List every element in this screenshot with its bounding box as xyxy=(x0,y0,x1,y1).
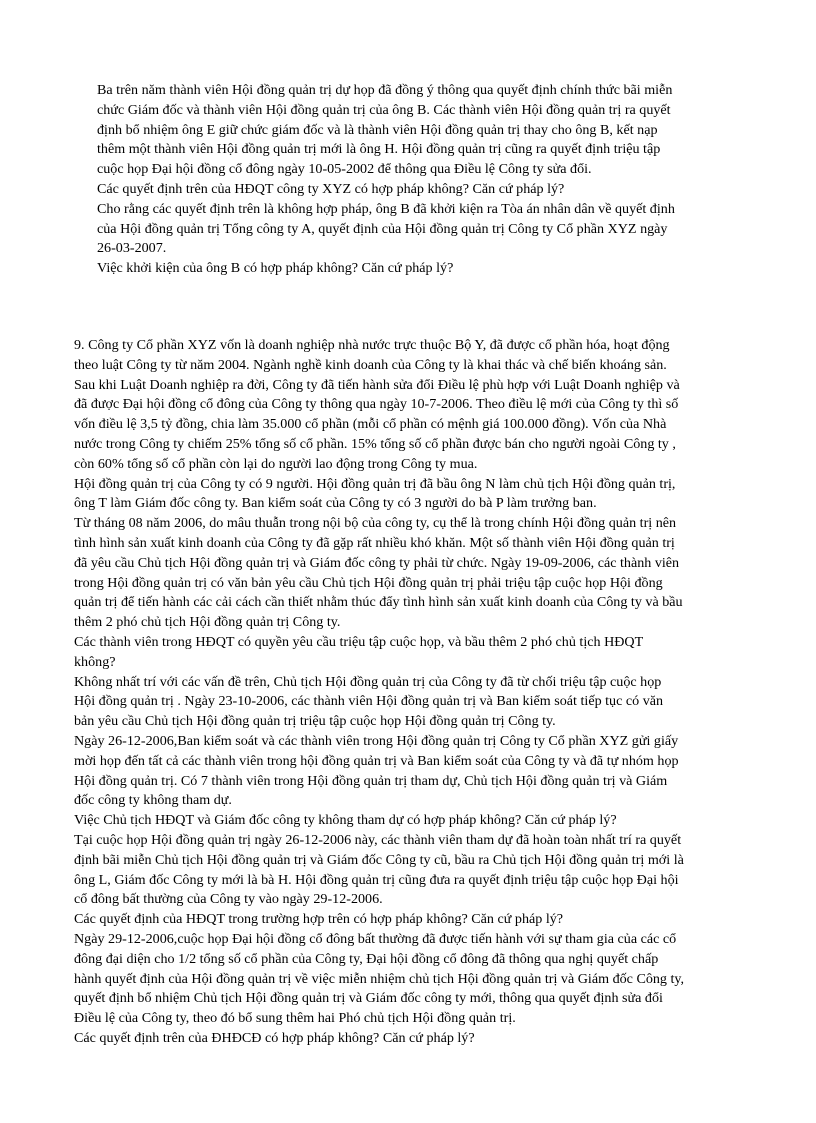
text-line: ông L, Giám đốc Công ty mới là bà H. Hội đồng quản trị cũng đưa ra quyết định triệu tập cuộc họp Đại hội xyxy=(74,871,679,888)
text-line: Hội đồng quản trị của Công ty có 9 người. Hội đồng quản trị đã bầu ông N làm chủ tịch Hội đồng quản trị, xyxy=(74,475,676,492)
text-line: Sau khi Luật Doanh nghiệp ra đời, Công ty đã tiến hành sửa đổi Điều lệ phù hợp với Luật Doanh nghiệp và xyxy=(74,376,680,393)
text-line: Ngày 29-12-2006,cuộc họp Đại hội đồng cổ đông bất thường đã được tiến hành với sự tham gia của các cổ xyxy=(74,930,677,947)
question-line: Các quyết định của HĐQT trong trường hợp trên có hợp pháp không? Căn cứ pháp lý? xyxy=(74,911,564,928)
text-line: vốn điều lệ 3,5 tỷ đồng, chia làm 35.000 cổ phần (mỗi cổ phần có mệnh giá 100.000 đồng). Vốn của Nhà xyxy=(74,416,667,433)
text-line: Tại cuộc họp Hội đồng quản trị ngày 26-12-2006 này, các thành viên tham dự đã hoàn toàn nhất trí ra quyết xyxy=(74,831,682,848)
text-line: Từ tháng 08 năm 2006, do mâu thuẫn trong nội bộ của công ty, cụ thể là trong chính Hội đồng quản trị nên xyxy=(74,515,677,532)
question-line: không? xyxy=(74,653,116,670)
text-line: 26-03-2007. xyxy=(97,240,167,257)
text-line: đốc công ty không tham dự. xyxy=(74,792,232,809)
question-line: Các quyết định trên của HĐQT công ty XYZ có hợp pháp không? Căn cứ pháp lý? xyxy=(97,180,565,197)
text-line: quyết định bổ nhiệm Chủ tịch Hội đồng quản trị và Giám đốc công ty mới, thông qua quyết định sửa đổi xyxy=(74,990,663,1007)
case-heading-line: 9. Công ty Cổ phần XYZ vốn là doanh nghiệp nhà nước trực thuộc Bộ Y, đã được cổ phần hóa, hoạt động xyxy=(74,337,670,353)
case-continuation-text xyxy=(97,81,787,279)
question-line: Việc Chủ tịch HĐQT và Giám đốc công ty không tham dự có hợp pháp không? Căn cứ pháp lý? xyxy=(74,812,617,829)
text-line: cuộc họp Đại hội đồng cổ đông ngày 10-05-2002 để thông qua Điều lệ Công ty sửa đổi. xyxy=(97,161,592,178)
text-line: đã được Đại hội đồng cổ đông của Công ty thông qua ngày 10-7-2006. Theo điều lệ mới của Công ty thì số xyxy=(74,396,679,413)
text-line: tình hình sản xuất kinh doanh của Công ty đã gặp rất nhiều khó khăn. Một số thành viên Hội đồng quản trị xyxy=(74,534,675,551)
text-line: bản yêu cầu Chủ tịch Hội đồng quản trị triệu tập cuộc họp Hội đồng quản trị Công ty. xyxy=(74,713,556,730)
text-line: Hội đồng quản trị. Có 7 thành viên trong Hội đồng quản trị tham dự, Chủ tịch Hội đồng quản trị và Giám xyxy=(74,772,668,789)
text-line: quản trị để tiến hành các cải cách cần thiết nhằm thúc đẩy tình hình sản xuất kinh doanh của Công ty và bầu xyxy=(74,594,683,611)
text-line: chức Giám đốc và thành viên Hội đồng quản trị của ông B. Các thành viên Hội đồng quản trị ra quyết xyxy=(97,101,671,118)
text-line: mời họp đến tất cả các thành viên trong hội đồng quản trị và Ban kiểm soát của Công ty và đã tự nhóm họp xyxy=(74,752,679,769)
text-line: ông T làm Giám đốc công ty. Ban kiểm soát của Công ty có 3 người do bà P làm trưởng ban. xyxy=(74,495,597,512)
question-line: Các quyết định trên của ĐHĐCĐ có hợp pháp không? Căn cứ pháp lý? xyxy=(74,1029,475,1046)
text-line: định bãi miễn Chủ tịch Hội đồng quản trị và Giám đốc Công ty cũ, bầu ra Chủ tịch Hội đồng quản trị mới là xyxy=(74,851,684,868)
text-line: theo luật Công ty từ năm 2004. Ngành nghề kinh doanh của Công ty là khai thác và chế biến khoáng sản. xyxy=(74,356,667,373)
text-line: Ngày 26-12-2006,Ban kiểm soát và các thành viên trong Hội đồng quản trị Công ty Cổ phần XYZ gửi giấy xyxy=(74,732,679,749)
question-line: Việc khởi kiện của ông B có hợp pháp không? Căn cứ pháp lý? xyxy=(97,260,454,277)
text-line: đông đại diện cho 1/2 tổng số cổ phần của Công ty, Đại hội đồng cổ đông đã thông qua nghị quyết chấp xyxy=(74,950,659,967)
text-line: cổ đông bất thường của Công ty vào ngày 29-12-2006. xyxy=(74,891,383,908)
text-line: Không nhất trí với các vấn đề trên, Chủ tịch Hội đồng quản trị của Công ty đã từ chối triệu tập cuộc họp xyxy=(74,673,662,690)
text-line: thêm một thành viên Hội đồng quản trị mới là ông H. Hội đồng quản trị cũng ra quyết định triệu tập xyxy=(97,141,661,158)
text-line: thêm 2 phó chủ tịch Hội đồng quản trị Công ty. xyxy=(74,614,341,631)
text-line: đã yêu cầu Chủ tịch Hội đồng quản trị và Giám đốc công ty phải từ chức. Ngày 19-09-2006, các thành viên xyxy=(74,554,680,571)
text-line: trong Hội đồng quản trị có văn bản yêu cầu Chủ tịch Hội đồng quản trị phải triệu tập cuộc họp Hội đồng xyxy=(74,574,663,591)
text-line: của Hội đồng quản trị Tổng công ty A, quyết định của Hội đồng quản trị Công ty Cổ phần XYZ ngày xyxy=(97,220,668,237)
text-line: nước trong Công ty chiếm 25% tổng số cổ phần. 15% tổng số cổ phần được bán cho người ngoài Công ty , xyxy=(74,435,676,452)
text-line: còn 60% tổng số cổ phần còn lại do người lao động trong Công ty mua. xyxy=(74,455,478,472)
text-line: Ba trên năm thành viên Hội đồng quản trị dự họp đã đồng ý thông qua quyết định chính thức bãi miễn xyxy=(97,82,673,98)
text-line: Điều lệ của Công ty, theo đó bổ sung thêm hai Phó chủ tịch Hội đồng quản trị. xyxy=(74,1010,516,1027)
text-line: Hội đồng quản trị . Ngày 23-10-2006, các thành viên Hội đồng quản trị và Ban kiểm soát tiếp tục có văn xyxy=(74,693,664,710)
case-9-text xyxy=(74,336,790,1049)
text-line: hành quyết định của Hội đồng quản trị về việc miễn nhiệm chủ tịch Hội đồng quản trị và Giám đốc Công ty, xyxy=(74,970,685,987)
text-line: định bổ nhiệm ông E giữ chức giám đốc và là thành viên Hội đồng quản trị thay cho ông B, kết nạp xyxy=(97,121,658,138)
question-line: Các thành viên trong HĐQT có quyền yêu cầu triệu tập cuộc họp, và bầu thêm 2 phó chủ tịch HĐQT xyxy=(74,633,644,650)
text-line: Cho rằng các quyết định trên là không hợp pháp, ông B đã khởi kiện ra Tòa án nhân dân về quyết định xyxy=(97,200,675,217)
